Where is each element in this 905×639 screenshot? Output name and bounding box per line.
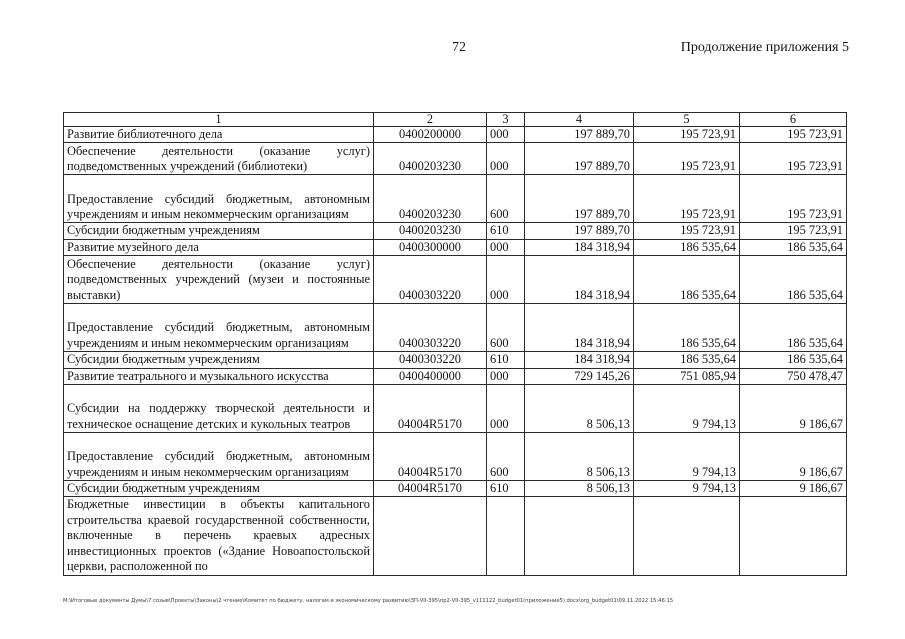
amount-cell: 8 506,13: [525, 481, 634, 497]
table-row: [64, 223, 847, 239]
document-file-path: M:\Итоговые документы Думы\7 созыв\Проекты\Законы\2 чтение\Комитет по бюджету, налогам и экономическому развитию\ЗП-VII-395\пр2-VII-395_v111122_budget01(приложение5).docx\org_budget01\09.11.2022 15:46:15: [63, 598, 674, 604]
target-code-cell: 0400200000: [374, 127, 487, 143]
target-code-cell: 04004R5170: [374, 433, 487, 481]
appendix-continuation-note: Продолжение приложения 5: [680, 40, 849, 55]
table-row: [64, 239, 847, 255]
expense-type-cell: [487, 497, 525, 576]
table-row: [64, 304, 847, 352]
table-row: [64, 368, 847, 384]
amount-cell: 9 186,67: [740, 433, 847, 481]
column-number: 5: [634, 113, 740, 127]
expense-type-cell: 600: [487, 304, 525, 352]
table-row: [64, 127, 847, 143]
amount-cell: 9 794,13: [634, 481, 740, 497]
page-number: 72: [452, 40, 466, 55]
amount-cell: 186 535,64: [634, 239, 740, 255]
expense-type-cell: 000: [487, 239, 525, 255]
expense-type-cell: 000: [487, 368, 525, 384]
expense-type-cell: 000: [487, 143, 525, 175]
row-name-cell: Субсидии бюджетным учреждениям: [64, 352, 374, 368]
row-name-cell: Субсидии бюджетным учреждениям: [64, 223, 374, 239]
amount-cell: 195 723,91: [740, 223, 847, 239]
amount-cell: 8 506,13: [525, 385, 634, 433]
amount-cell: [740, 497, 847, 576]
column-number: 6: [740, 113, 847, 127]
expense-type-cell: 600: [487, 175, 525, 223]
amount-cell: 184 318,94: [525, 352, 634, 368]
target-code-cell: 0400203230: [374, 175, 487, 223]
row-name-cell: Субсидии на поддержку творческой деятельности и техническое оснащение детских и кукольных театров: [64, 385, 374, 433]
row-name-cell: Предоставление субсидий бюджетным, автономным учреждениям и иным некоммерческим организациям: [64, 175, 374, 223]
amount-cell: 195 723,91: [634, 223, 740, 239]
amount-cell: 197 889,70: [525, 143, 634, 175]
amount-cell: 751 085,94: [634, 368, 740, 384]
table-row: [64, 433, 847, 481]
target-code-cell: [374, 497, 487, 576]
amount-cell: 8 506,13: [525, 433, 634, 481]
target-code-cell: 0400400000: [374, 368, 487, 384]
table-row: [64, 352, 847, 368]
amount-cell: [634, 497, 740, 576]
amount-cell: 9 186,67: [740, 481, 847, 497]
amount-cell: 195 723,91: [634, 175, 740, 223]
table-row: [64, 143, 847, 175]
row-name-cell: Развитие музейного дела: [64, 239, 374, 255]
expense-type-cell: 610: [487, 223, 525, 239]
column-number: 4: [525, 113, 634, 127]
target-code-cell: 04004R5170: [374, 385, 487, 433]
row-name-cell: Бюджетные инвестиции в объекты капитального строительства краевой государственной собственности, включенные в перечень краевых адресных инвестиционных проектов («Здание Новоапостольской церкви, расположенной по: [64, 497, 374, 576]
target-code-cell: 0400303220: [374, 304, 487, 352]
amount-cell: 186 535,64: [740, 239, 847, 255]
expense-type-cell: 000: [487, 385, 525, 433]
budget-table-body: [64, 113, 847, 576]
row-name-cell: Развитие театрального и музыкального искусства: [64, 368, 374, 384]
expense-type-cell: 000: [487, 256, 525, 304]
row-name-cell: Развитие библиотечного дела: [64, 127, 374, 143]
expense-type-cell: 610: [487, 481, 525, 497]
amount-cell: 9 186,67: [740, 385, 847, 433]
row-name-cell: Обеспечение деятельности (оказание услуг) подведомственных учреждений (музеи и постоянные выставки): [64, 256, 374, 304]
amount-cell: 750 478,47: [740, 368, 847, 384]
amount-cell: 186 535,64: [634, 304, 740, 352]
budget-table: [63, 112, 847, 576]
expense-type-cell: 610: [487, 352, 525, 368]
amount-cell: 184 318,94: [525, 256, 634, 304]
amount-cell: 197 889,70: [525, 175, 634, 223]
column-number: 2: [374, 113, 487, 127]
amount-cell: 186 535,64: [634, 352, 740, 368]
table-row: [64, 497, 847, 576]
amount-cell: 195 723,91: [740, 127, 847, 143]
amount-cell: 186 535,64: [740, 352, 847, 368]
amount-cell: 197 889,70: [525, 223, 634, 239]
amount-cell: 184 318,94: [525, 239, 634, 255]
column-number-row: [64, 113, 847, 127]
table-row: [64, 385, 847, 433]
amount-cell: 186 535,64: [740, 256, 847, 304]
amount-cell: 195 723,91: [740, 143, 847, 175]
row-name-cell: Субсидии бюджетным учреждениям: [64, 481, 374, 497]
amount-cell: 195 723,91: [634, 127, 740, 143]
column-number: 3: [487, 113, 525, 127]
table-row: [64, 256, 847, 304]
amount-cell: 197 889,70: [525, 127, 634, 143]
amount-cell: 195 723,91: [634, 143, 740, 175]
target-code-cell: 0400300000: [374, 239, 487, 255]
row-name-cell: Предоставление субсидий бюджетным, автономным учреждениям и иным некоммерческим организациям: [64, 304, 374, 352]
amount-cell: 186 535,64: [740, 304, 847, 352]
table-row: [64, 175, 847, 223]
column-number: 1: [64, 113, 374, 127]
expense-type-cell: 600: [487, 433, 525, 481]
target-code-cell: 0400203230: [374, 223, 487, 239]
amount-cell: 9 794,13: [634, 385, 740, 433]
target-code-cell: 04004R5170: [374, 481, 487, 497]
amount-cell: [525, 497, 634, 576]
amount-cell: 729 145,26: [525, 368, 634, 384]
amount-cell: 184 318,94: [525, 304, 634, 352]
amount-cell: 195 723,91: [740, 175, 847, 223]
row-name-cell: Обеспечение деятельности (оказание услуг) подведомственных учреждений (библиотеки): [64, 143, 374, 175]
target-code-cell: 0400303220: [374, 352, 487, 368]
table-row: [64, 481, 847, 497]
target-code-cell: 0400303220: [374, 256, 487, 304]
amount-cell: 9 794,13: [634, 433, 740, 481]
row-name-cell: Предоставление субсидий бюджетным, автономным учреждениям и иным некоммерческим организациям: [64, 433, 374, 481]
expense-type-cell: 000: [487, 127, 525, 143]
amount-cell: 186 535,64: [634, 256, 740, 304]
target-code-cell: 0400203230: [374, 143, 487, 175]
